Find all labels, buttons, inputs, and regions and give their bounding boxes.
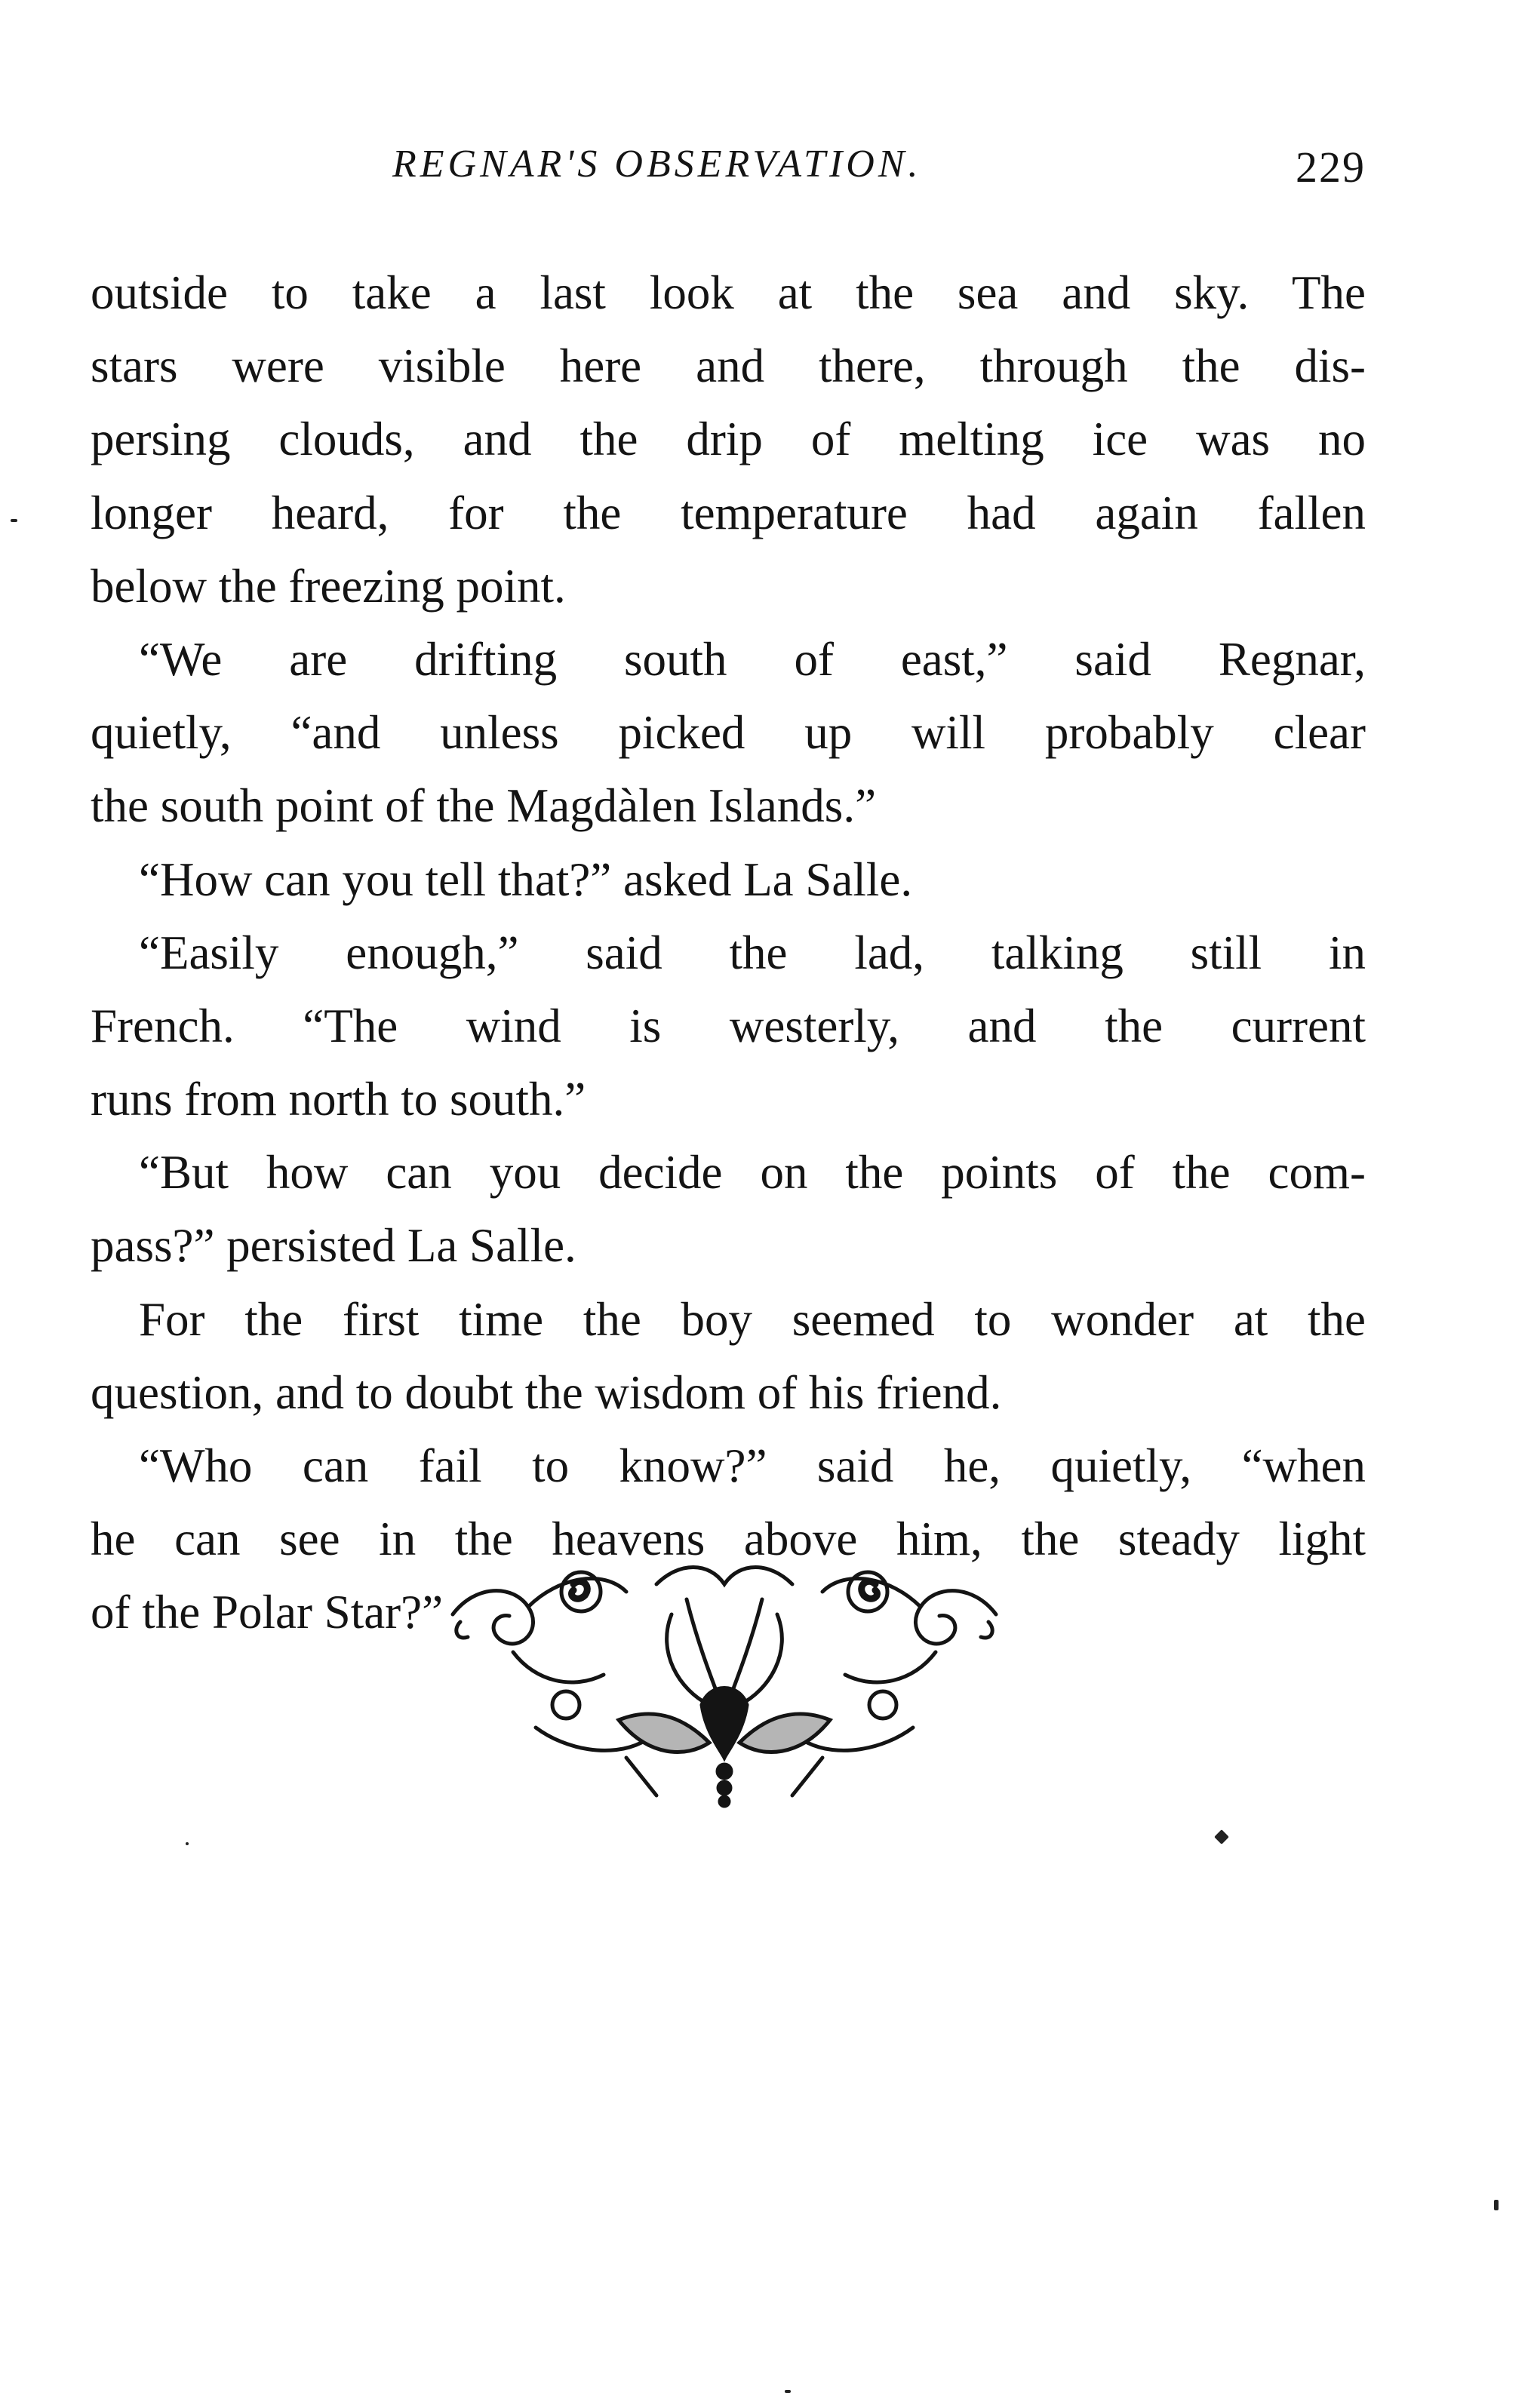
text-line: quietly, “and unless picked up will probably clear xyxy=(91,706,1366,760)
text-line: persing clouds, and the drip of melting ice was no xyxy=(91,413,1366,466)
text-line: longer heard, for the temperature had again fallen xyxy=(91,486,1366,539)
text-line: he can see in the heavens above him, the steady light xyxy=(91,1513,1366,1566)
text-line: of the Polar Star?” xyxy=(91,1586,444,1639)
text-line: “How can you tell that?” asked La Salle. xyxy=(139,852,913,906)
text-line: runs from north to south.” xyxy=(91,1073,586,1126)
text-line: “Easily enough,” said the lad, talking still in xyxy=(139,926,1366,979)
ink-speck xyxy=(1494,2200,1499,2210)
ink-speck xyxy=(1214,1829,1229,1844)
page-number: 229 xyxy=(1296,143,1366,192)
text-line: pass?” persisted La Salle. xyxy=(91,1219,576,1273)
body-text xyxy=(91,256,1366,1650)
ink-speck xyxy=(785,2390,791,2393)
text-line: French. “The wind is westerly, and the current xyxy=(91,999,1366,1052)
floral-tailpiece-ornament-icon xyxy=(430,1531,1019,1811)
text-line: “Who can fail to know?” said he, quietly, “when xyxy=(139,1439,1366,1492)
running-head xyxy=(91,142,1366,195)
text-line: “But how can you decide on the points of the com- xyxy=(139,1146,1366,1199)
ink-speck xyxy=(11,519,17,522)
running-title: REGNAR'S OBSERVATION. xyxy=(392,143,922,186)
text-line: “We are drifting south of east,” said Regnar, xyxy=(139,632,1366,686)
text-line: stars were visible here and there, through the dis- xyxy=(91,339,1366,393)
text-line: For the first time the boy seemed to wonder at the xyxy=(139,1292,1366,1346)
text-line: question, and to doubt the wisdom of his friend. xyxy=(91,1365,1002,1419)
text-line: outside to take a last look at the sea and sky. The xyxy=(91,266,1366,319)
text-line: below the freezing point. xyxy=(91,559,566,613)
text-line: the south point of the Magdàlen Islands.” xyxy=(91,779,877,833)
ink-speck xyxy=(186,1842,189,1845)
